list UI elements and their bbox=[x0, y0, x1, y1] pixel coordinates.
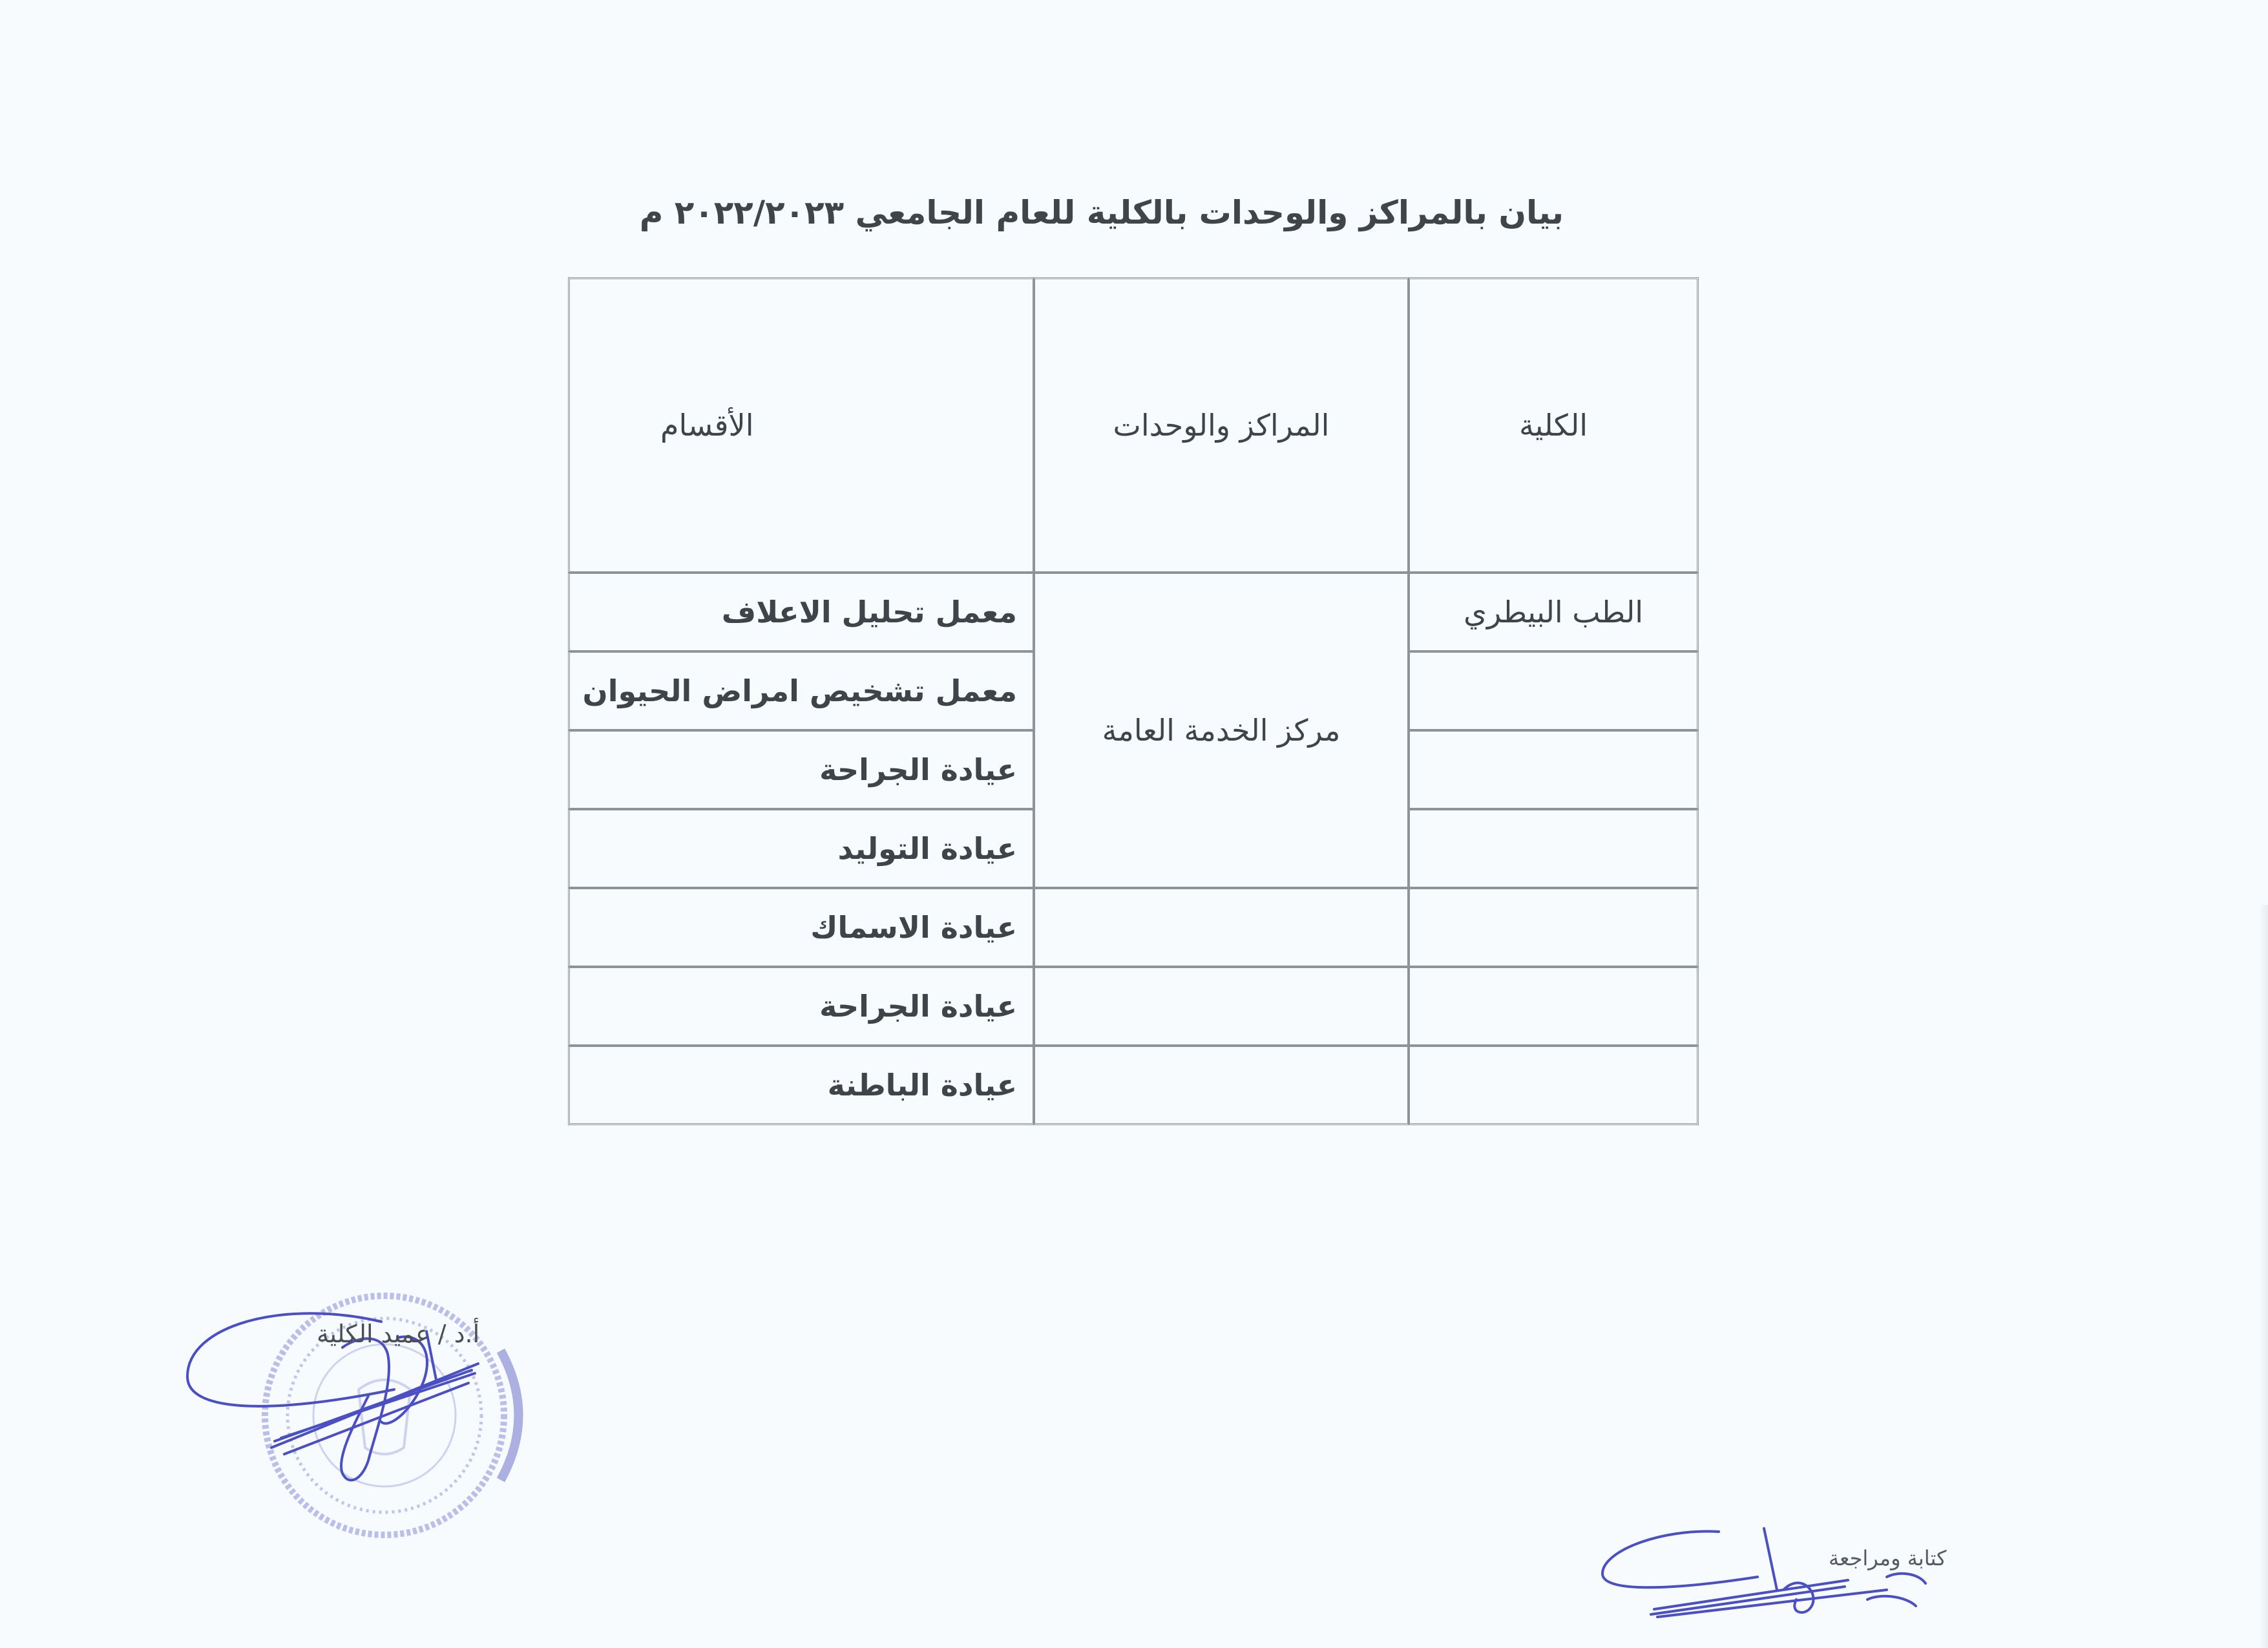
empty-faculty-cell bbox=[1408, 966, 1699, 1046]
faculty-name-cell: الطب البيطري bbox=[1408, 572, 1699, 652]
review-label: كتابة ومراجعة bbox=[1829, 1546, 1947, 1570]
department-cell: عيادة التوليد bbox=[568, 808, 1034, 889]
empty-faculty-cell bbox=[1408, 1045, 1699, 1125]
center-name-cell: مركز الخدمة العامة bbox=[1033, 572, 1409, 889]
department-cell: عيادة الاسماك bbox=[568, 887, 1034, 967]
department-cell: عيادة الجراحة bbox=[568, 966, 1034, 1046]
document-title: بيان بالمراكز والوحدات بالكلية للعام الجامعي ٢٠٢٢/٢٠٢٣ م bbox=[639, 194, 1564, 231]
header-centers-units: المراكز والوحدات bbox=[1033, 277, 1409, 573]
empty-faculty-cell bbox=[1408, 651, 1699, 731]
reviewer-signature-icon bbox=[1602, 1528, 1926, 1617]
department-cell: معمل تحليل الاعلاف bbox=[568, 572, 1034, 652]
empty-faculty-cell bbox=[1408, 887, 1699, 967]
empty-center-cell bbox=[1033, 887, 1409, 967]
department-cell: معمل تشخيص امراض الحيوان bbox=[568, 651, 1034, 731]
header-departments: الأقسام bbox=[568, 277, 1034, 573]
stamp-and-dean-signature bbox=[174, 1267, 640, 1564]
empty-center-cell bbox=[1033, 966, 1409, 1046]
centers-table bbox=[569, 278, 1698, 1125]
department-cell: عيادة الباطنة bbox=[568, 1045, 1034, 1125]
scan-edge-shadow bbox=[2259, 905, 2268, 1648]
empty-faculty-cell bbox=[1408, 808, 1699, 889]
reviewer-signature bbox=[1590, 1512, 1964, 1629]
empty-faculty-cell bbox=[1408, 730, 1699, 810]
dean-label: أ.د / عميد الكلية bbox=[317, 1320, 480, 1348]
header-faculty: الكلية bbox=[1408, 277, 1699, 573]
department-cell: عيادة الجراحة bbox=[568, 730, 1034, 810]
empty-center-cell bbox=[1033, 1045, 1409, 1125]
